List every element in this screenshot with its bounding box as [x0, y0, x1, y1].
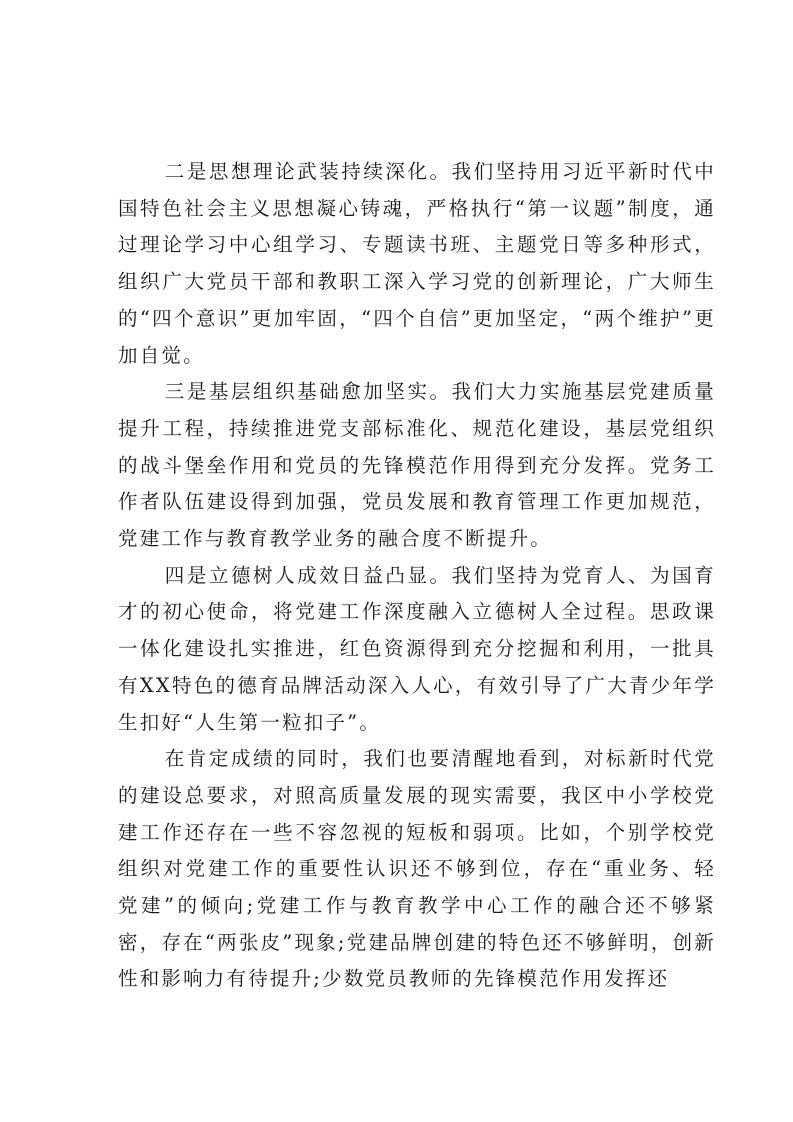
paragraph-shortcomings: 在肯定成绩的同时，我们也要清醒地看到，对标新时代党的建设总要求，对照高质量发展的现实需要，我区中小学校党建工作还存在一些不容忽视的短板和弱项。比如，个别学校党组织对党建工作的重要性认识还不够到位，存在“重业务、轻党建”的倾向;党建工作与教育教学中心工作的融合还不够紧密，存在“两张皮”现象;党建品牌创建的特色还不够鲜明，创新性和影响力有待提升;少数党员教师的先锋模范作用发挥还 — [118, 747, 716, 991]
paragraph-thought-theory: 二是思想理论武装持续深化。我们坚持用习近平新时代中国特色社会主义思想凝心铸魂，严格执行“第一议题”制度，通过理论学习中心组学习、专题读书班、主题党日等多种形式，组织广大党员干部和教职工深入学习党的创新理论，广大师生的“四个意识”更加牢固，“四个自信”更加坚定，“两个维护”更加自觉。 — [118, 160, 716, 367]
paragraph-grassroots-organization: 三是基层组织基础愈加坚实。我们大力实施基层党建质量提升工程，持续推进党支部标准化、规范化建设，基层党组织的战斗堡垒作用和党员的先锋模范作用得到充分发挥。党务工作者队伍建设得到加强，党员发展和教育管理工作更加规范，党建工作与教育教学业务的融合度不断提升。 — [118, 380, 716, 551]
document-body — [118, 154, 716, 998]
paragraph-moral-education: 四是立德树人成效日益凸显。我们坚持为党育人、为国育才的初心使命，将党建工作深度融入立德树人全过程。思政课一体化建设扎实推进，红色资源得到充分挖掘和利用，一批具有XX特色的德育品牌活动深入人心，有效引导了广大青少年学生扣好“人生第一粒扣子”。 — [118, 563, 716, 734]
